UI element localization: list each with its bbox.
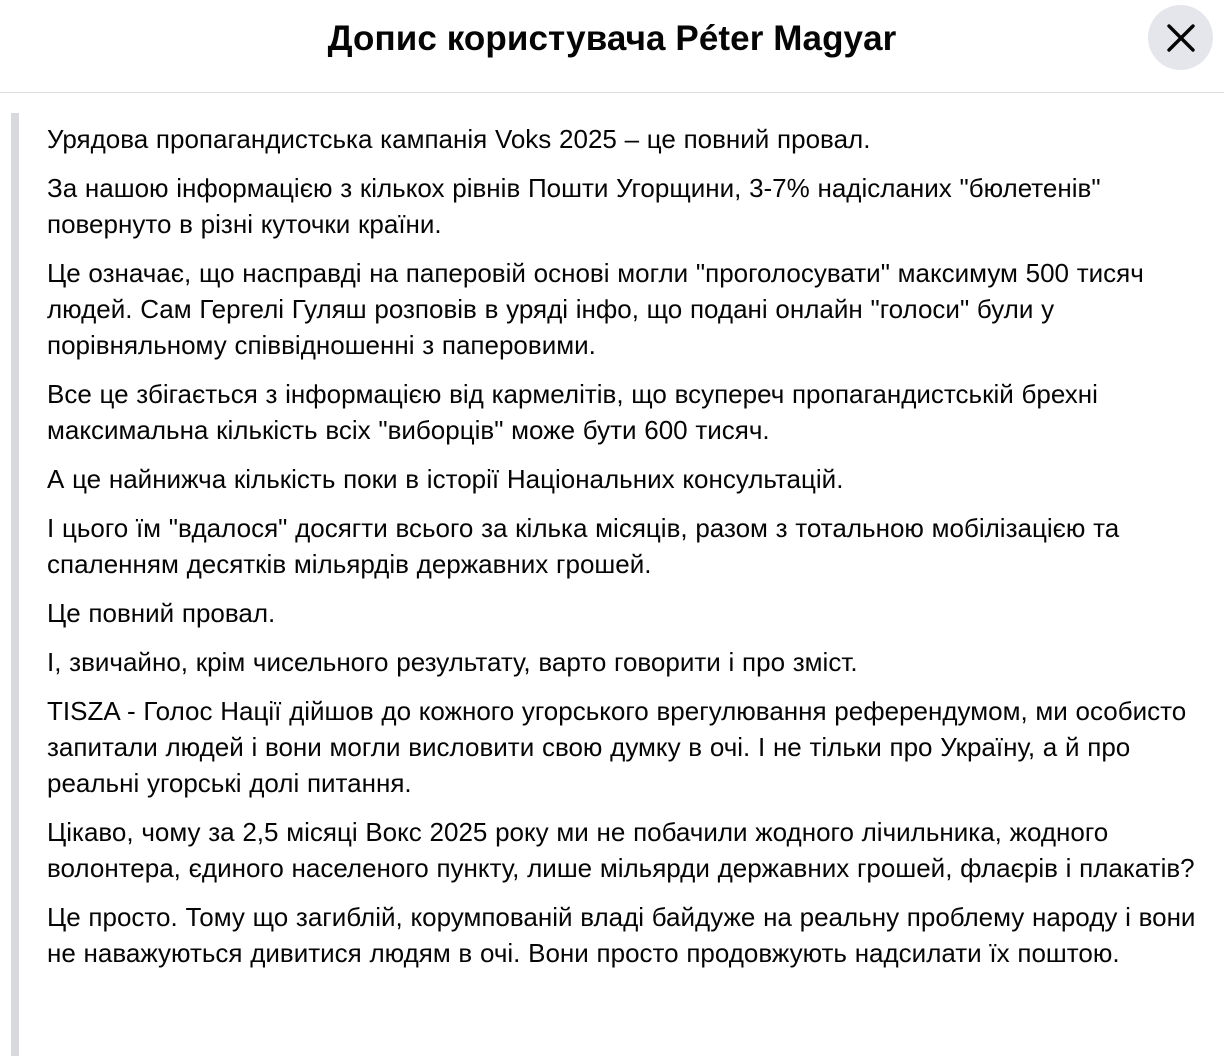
- post-paragraph: Це просто. Тому що загиблій, корумпованій владі байдуже на реальну проблему народу і вони не наважуються дивитися людям в очі. Вони просто продовжують надсилати їх поштою.: [47, 902, 1196, 968]
- dialog-title: Допис користувача Péter Magyar: [327, 19, 897, 58]
- close-button[interactable]: [1148, 5, 1213, 70]
- post-paragraph: Урядова пропагандистська кампанія Voks 2025 – це повний провал.: [47, 124, 871, 154]
- post-paragraph: Цікаво, чому за 2,5 місяці Вокс 2025 року ми не побачили жодного лічильника, жодного волонтера, єдиного населеного пункту, лише мільярди державних грошей, флаєрів і плакатів?: [47, 817, 1195, 883]
- post-content-area: [0, 93, 1224, 1056]
- post-paragraph: Все це збігається з інформацією від кармелітів, що всупереч пропагандистській брехні максимальна кількість всіх "виборців" може бути 600 тисяч.: [47, 379, 1098, 445]
- post-paragraph: Це повний провал.: [47, 598, 276, 628]
- post-paragraph: І, звичайно, крім чисельного результату, варто говорити і про зміст.: [47, 647, 858, 677]
- post-paragraph: І цього їм "вдалося" досягти всього за кілька місяців, разом з тотальною мобілізацією та спаленням десятків мільярдів державних грошей.: [47, 513, 1120, 579]
- close-icon: [1166, 23, 1196, 53]
- post-paragraph: За нашою інформацією з кількох рівнів Пошти Угорщини, 3-7% надісланих "бюлетенів" повернуто в різні куточки країни.: [47, 173, 1101, 239]
- post-paragraph: Це означає, що насправді на паперовій основі могли "проголосувати" максимум 500 тисяч людей. Сам Гергелі Гуляш розповів в уряді інфо, що подані онлайн "голоси" були у порівняльному співвідношенні з паперовими.: [47, 258, 1144, 360]
- dialog-header: [0, 0, 1224, 93]
- post-paragraph: TISZA - Голос Нації дійшов до кожного угорського врегулювання референдумом, ми особисто запитали людей і вони могли висловити свою думку в очі. І не тільки про Україну, а й про реальні угорські долі питання.: [47, 696, 1187, 798]
- post-body: [47, 121, 1217, 984]
- scrollbar[interactable]: [11, 113, 19, 1056]
- post-paragraph: А це найнижча кількість поки в історії Національних консультацій.: [47, 464, 844, 494]
